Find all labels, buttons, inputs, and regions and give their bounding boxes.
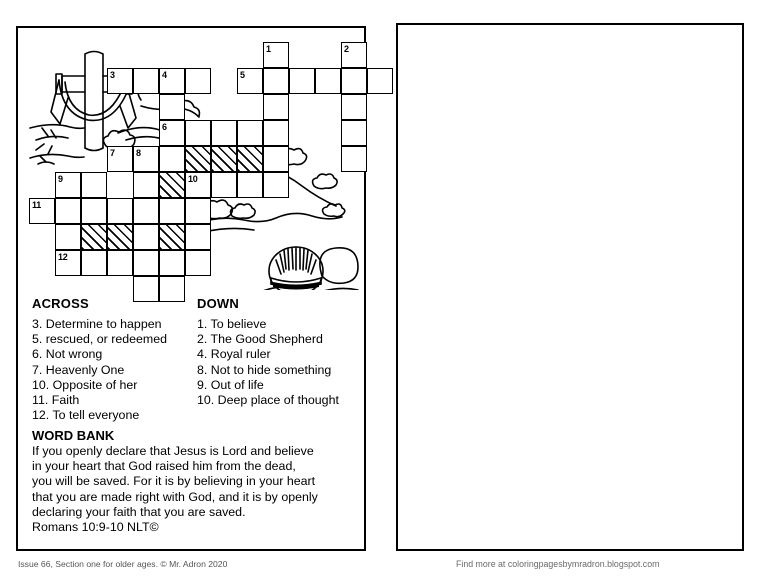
- crossword-cell[interactable]: [133, 68, 159, 94]
- crossword-cell[interactable]: [237, 120, 263, 146]
- crossword-cell[interactable]: [263, 42, 289, 68]
- crossword-cell[interactable]: [159, 250, 185, 276]
- crossword-cell[interactable]: [263, 120, 289, 146]
- clue-item: 5. rescued, or redeemed: [32, 332, 167, 347]
- crossword-cell[interactable]: [185, 198, 211, 224]
- across-clues: [32, 296, 197, 423]
- cell-number: 10: [188, 174, 198, 184]
- across-clue-list: [32, 317, 197, 423]
- clue-item: 12. To tell everyone: [32, 408, 140, 423]
- crossword-cell[interactable]: [107, 68, 133, 94]
- down-clues: [197, 296, 357, 423]
- clue-item: 2. The Good Shepherd: [197, 332, 323, 347]
- crossword-cell[interactable]: [185, 224, 211, 250]
- crossword-cell[interactable]: [341, 42, 367, 68]
- crossword-cell[interactable]: [315, 68, 341, 94]
- crossword-cell[interactable]: [107, 146, 133, 172]
- crossword-cell[interactable]: [185, 120, 211, 146]
- crossword-cell[interactable]: [55, 224, 81, 250]
- clue-item: 9. Out of life: [197, 377, 264, 392]
- across-heading: ACROSS: [32, 296, 89, 311]
- cell-number: 9: [58, 174, 63, 184]
- clue-item: 10. Deep place of thought: [197, 393, 339, 408]
- down-heading: DOWN: [197, 296, 239, 311]
- clue-item: 6. Not wrong: [32, 347, 103, 362]
- crossword-cell[interactable]: [185, 146, 211, 172]
- cell-number: 7: [110, 148, 115, 158]
- clue-item: 3. Determine to happen: [32, 317, 162, 331]
- clues-section: [32, 296, 362, 423]
- word-bank-heading: WORD BANK: [32, 428, 115, 443]
- clue-item: 10. Opposite of her: [32, 377, 138, 392]
- cell-number: 2: [344, 44, 349, 54]
- coloring-panel[interactable]: [396, 23, 744, 551]
- crossword-cell[interactable]: [341, 120, 367, 146]
- crossword-cell[interactable]: [81, 172, 107, 198]
- down-clue-list: [197, 317, 357, 408]
- crossword-cell[interactable]: [133, 224, 159, 250]
- crossword-cell[interactable]: [211, 146, 237, 172]
- clue-item: 11. Faith: [32, 393, 80, 408]
- crossword-cell[interactable]: [133, 250, 159, 276]
- crossword-cell[interactable]: [211, 120, 237, 146]
- crossword-cell[interactable]: [341, 68, 367, 94]
- clue-item: 1. To believe: [197, 317, 267, 331]
- cell-number: 8: [136, 148, 141, 158]
- word-bank-line: that you are made right with God, and it is by openly: [32, 489, 318, 504]
- crossword-cell[interactable]: [159, 146, 185, 172]
- clue-item: 4. Royal ruler: [197, 347, 271, 362]
- crossword-cell[interactable]: [81, 198, 107, 224]
- crossword-cell[interactable]: [159, 172, 185, 198]
- crossword-cell[interactable]: [29, 198, 55, 224]
- cell-number: 1: [266, 44, 271, 54]
- crossword-cell[interactable]: [55, 198, 81, 224]
- crossword-cell[interactable]: [107, 250, 133, 276]
- crossword-cell[interactable]: [81, 224, 107, 250]
- clue-item: 8. Not to hide something: [197, 362, 332, 377]
- word-bank-line: If you openly declare that Jesus is Lord and believe: [32, 444, 314, 458]
- crossword-grid[interactable]: [18, 28, 364, 290]
- crossword-cell[interactable]: [263, 94, 289, 120]
- crossword-cell[interactable]: [237, 68, 263, 94]
- word-bank-line: declaring your faith that you are saved.: [32, 504, 246, 519]
- crossword-cell[interactable]: [367, 68, 393, 94]
- crossword-cell[interactable]: [237, 146, 263, 172]
- crossword-cell[interactable]: [133, 198, 159, 224]
- crossword-cell[interactable]: [211, 172, 237, 198]
- cell-number: 6: [162, 122, 167, 132]
- cell-number: 4: [162, 70, 167, 80]
- puzzle-area: [18, 28, 364, 290]
- crossword-cell[interactable]: [263, 172, 289, 198]
- crossword-cell[interactable]: [159, 94, 185, 120]
- crossword-cell[interactable]: [107, 224, 133, 250]
- crossword-cell[interactable]: [185, 68, 211, 94]
- word-bank-line: in your heart that God raised him from the dead,: [32, 459, 296, 474]
- crossword-cell[interactable]: [237, 172, 263, 198]
- word-bank-text: [32, 444, 358, 520]
- crossword-cell[interactable]: [55, 172, 81, 198]
- crossword-cell[interactable]: [133, 146, 159, 172]
- crossword-cell[interactable]: [55, 250, 81, 276]
- crossword-cell[interactable]: [185, 250, 211, 276]
- word-bank-section: [32, 428, 358, 536]
- crossword-cell[interactable]: [341, 94, 367, 120]
- crossword-cell[interactable]: [185, 172, 211, 198]
- crossword-cell[interactable]: [341, 146, 367, 172]
- cell-number: 12: [58, 252, 68, 262]
- crossword-cell[interactable]: [289, 68, 315, 94]
- cell-number: 11: [32, 200, 41, 210]
- cell-number: 3: [110, 70, 115, 80]
- scripture-reference: Romans 10:9-10 NLT©: [32, 520, 159, 535]
- right-footer-website: Find more at coloringpagesbymradron.blogspot.com: [456, 559, 660, 569]
- crossword-cell[interactable]: [133, 172, 159, 198]
- left-footer-credit: Issue 66, Section one for older ages. © Mr. Adron 2020: [18, 559, 228, 569]
- crossword-cell[interactable]: [107, 198, 133, 224]
- crossword-panel: [16, 26, 366, 551]
- crossword-cell[interactable]: [159, 224, 185, 250]
- crossword-cell[interactable]: [81, 250, 107, 276]
- word-bank-line: you will be saved. For it is by believing in your heart: [32, 474, 316, 489]
- crossword-cell[interactable]: [263, 146, 289, 172]
- cell-number: 5: [240, 70, 245, 80]
- crossword-cell[interactable]: [159, 68, 185, 94]
- crossword-cell[interactable]: [159, 198, 185, 224]
- crossword-cell[interactable]: [159, 120, 185, 146]
- clue-item: 7. Heavenly One: [32, 362, 125, 377]
- crossword-cell[interactable]: [263, 68, 289, 94]
